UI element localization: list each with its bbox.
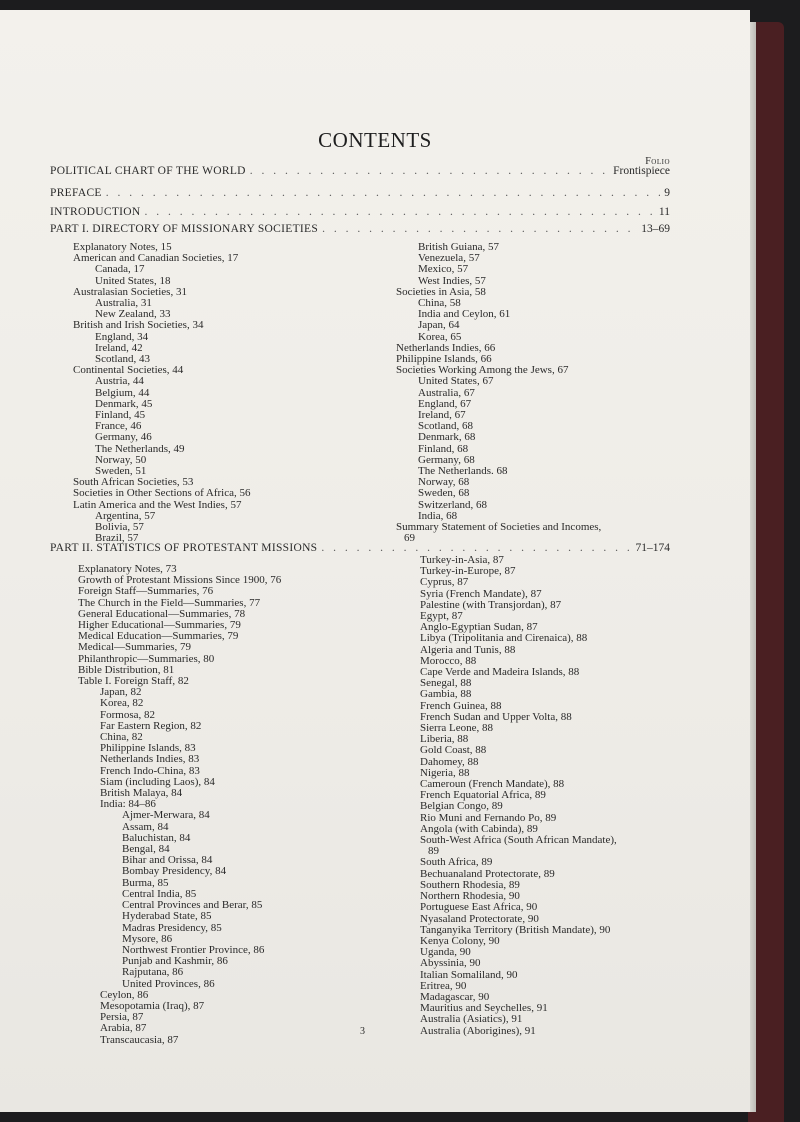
toc-subentry: Liberia, 88 [420, 733, 469, 746]
toc-subentry: Anglo-Egyptian Sudan, 87 [420, 621, 538, 634]
toc-subentry: Morocco, 88 [420, 654, 477, 667]
toc-subentry: Growth of Protestant Missions Since 1900, 76 [78, 574, 282, 587]
toc-subentry: French Indo-China, 83 [100, 764, 200, 777]
toc-subentry: Scotland, 68 [418, 420, 473, 433]
toc-subentry: Latin America and the West Indies, 57 [73, 498, 242, 511]
toc-subentry: New Zealand, 33 [95, 308, 171, 321]
toc-subentry: West Indies, 57 [418, 274, 486, 287]
toc-subentry: British Guiana, 57 [418, 241, 499, 253]
toc-subentry: Australia, 67 [418, 386, 475, 399]
toc-subentry: Netherlands Indies, 83 [100, 753, 200, 766]
toc-subentry: India and Ceylon, 61 [418, 308, 511, 321]
folio-header: Folio [645, 156, 670, 167]
toc-subentry: Medical—Summaries, 79 [78, 641, 192, 654]
toc-subentry: French Guinea, 88 [420, 699, 502, 712]
toc-subentry: General Educational—Summaries, 78 [78, 607, 246, 620]
toc-subentry: Scotland, 43 [95, 353, 150, 366]
toc-subentry: 69 [404, 532, 415, 545]
toc-subentry: British Malaya, 84 [100, 787, 183, 800]
toc-subentry: Northwest Frontier Province, 86 [122, 943, 265, 956]
toc-subentry: Higher Educational—Summaries, 79 [78, 619, 241, 632]
toc-subentry: Finland, 45 [95, 409, 146, 422]
part2-left-column [78, 564, 281, 1046]
toc-subentry: South-West Africa (South African Mandate), [420, 834, 617, 847]
toc-subentry: China, 82 [100, 731, 143, 744]
toc-entry-introduction: INTRODUCTION . . . 11 [50, 206, 670, 218]
toc-subentry: Siam (including Laos), 84 [100, 775, 215, 788]
toc-subentry: Gambia, 88 [420, 688, 472, 701]
toc-subentry: Far Eastern Region, 82 [100, 719, 202, 732]
toc-subentry: Central India, 85 [122, 887, 197, 900]
toc-subentry: Japan, 82 [100, 686, 142, 699]
toc-page: 11 [658, 206, 670, 218]
toc-subentry: Denmark, 45 [95, 397, 153, 410]
toc-entry-political-chart: POLITICAL CHART OF THE WORLD . . . Frontispiece [50, 165, 670, 177]
toc-subentry: Portuguese East Africa, 90 [420, 901, 538, 914]
toc-subentry: Ireland, 67 [418, 409, 466, 422]
toc-subentry: American and Canadian Societies, 17 [73, 252, 239, 265]
toc-subentry: French Sudan and Upper Volta, 88 [420, 710, 572, 723]
toc-subentry: Burma, 85 [122, 876, 169, 889]
toc-subentry: Libya (Tripolitania and Cirenaica), 88 [420, 632, 588, 645]
toc-subentry: The Netherlands, 49 [95, 442, 185, 455]
toc-subentry: Ajmer-Merwara, 84 [122, 809, 210, 822]
toc-subentry: Madagascar, 90 [420, 990, 490, 1003]
toc-subentry: Assam, 84 [122, 820, 169, 833]
toc-subentry: Syria (French Mandate), 87 [420, 587, 542, 600]
toc-subentry: Bombay Presidency, 84 [122, 865, 227, 878]
toc-subentry: Sweden, 51 [95, 465, 147, 478]
leader-dots [322, 223, 637, 235]
toc-subentry: Continental Societies, 44 [73, 364, 184, 377]
toc-subentry: Societies in Other Sections of Africa, 56 [73, 487, 251, 500]
toc-page: 9 [664, 187, 670, 199]
toc-subentry: Italian Somaliland, 90 [420, 968, 518, 981]
toc-subentry: Ceylon, 86 [100, 988, 149, 1001]
toc-subentry: Formosa, 82 [100, 708, 155, 721]
toc-subentry: Eritrea, 90 [420, 979, 467, 992]
toc-subentry: Japan, 64 [418, 319, 460, 332]
toc-subentry: Denmark, 68 [418, 431, 476, 444]
toc-subentry: Bengal, 84 [122, 843, 170, 856]
toc-subentry: Brazil, 57 [95, 532, 139, 545]
toc-subentry: Cyprus, 87 [420, 576, 469, 589]
toc-subentry: England, 67 [418, 397, 472, 410]
toc-subentry: Bolivia, 57 [95, 521, 144, 534]
toc-subentry: Table I. Foreign Staff, 82 [78, 675, 189, 688]
toc-subentry: Palestine (with Transjordan), 87 [420, 598, 562, 611]
toc-subentry: Finland, 68 [418, 442, 469, 455]
toc-subentry: India: 84–86 [100, 798, 156, 811]
toc-subentry: Switzerland, 68 [418, 498, 488, 511]
toc-subentry: Cape Verde and Madeira Islands, 88 [420, 666, 580, 679]
toc-subentry: Tanganyika Territory (British Mandate), 90 [420, 923, 611, 936]
toc-subentry: Senegal, 88 [420, 677, 472, 690]
toc-subentry: Austria, 44 [95, 375, 144, 388]
toc-subentry: United Provinces, 86 [122, 977, 215, 990]
toc-page: 71–174 [635, 542, 670, 554]
leader-dots [321, 542, 631, 554]
toc-subentry: India, 68 [418, 509, 458, 522]
toc-subentry: Gold Coast, 88 [420, 744, 487, 757]
page-title: CONTENTS [318, 128, 432, 152]
toc-subentry: Mexico, 57 [418, 263, 469, 276]
toc-subentry: Egypt, 87 [420, 610, 463, 623]
part1-right-column [396, 242, 601, 544]
toc-subentry: Abyssinia, 90 [420, 957, 481, 970]
toc-subentry: Belgian Congo, 89 [420, 800, 503, 813]
toc-subentry: Netherlands Indies, 66 [396, 341, 496, 354]
toc-subentry: Madras Presidency, 85 [122, 921, 222, 934]
toc-subentry: Societies Working Among the Jews, 67 [396, 364, 569, 377]
toc-subentry: Philanthropic—Summaries, 80 [78, 652, 215, 665]
toc-subentry: Ireland, 42 [95, 341, 143, 354]
toc-subentry: Sweden, 68 [418, 487, 470, 500]
toc-subentry: Turkey-in-Asia, 87 [420, 554, 504, 566]
toc-subentry: Arabia, 87 [100, 1022, 147, 1035]
toc-subentry: England, 34 [95, 330, 149, 343]
toc-subentry: Philippine Islands, 83 [100, 742, 196, 755]
toc-subentry: Australia, 31 [95, 297, 152, 310]
toc-subentry: Turkey-in-Europe, 87 [420, 565, 516, 578]
toc-subentry: Rajputana, 86 [122, 966, 184, 979]
toc-subentry: Societies in Asia, 58 [396, 285, 486, 298]
toc-entry-part-2: PART II. STATISTICS OF PROTESTANT MISSIONS . . . 71–174 [50, 542, 670, 554]
toc-subentry: Australia (Asiatics), 91 [420, 1013, 523, 1026]
toc-subentry: United States, 18 [95, 274, 171, 287]
toc-subentry: Kenya Colony, 90 [420, 934, 500, 947]
toc-subentry: Foreign Staff—Summaries, 76 [78, 585, 214, 598]
toc-subentry: Mesopotamia (Iraq), 87 [100, 999, 205, 1012]
toc-subentry: Southern Rhodesia, 89 [420, 878, 520, 891]
toc-subentry: Germany, 46 [95, 431, 152, 444]
toc-subentry: Korea, 65 [418, 330, 462, 343]
toc-subentry: Nyasaland Protectorate, 90 [420, 912, 539, 925]
toc-subentry: The Netherlands. 68 [418, 465, 508, 478]
toc-subentry: Mysore, 86 [122, 932, 173, 945]
toc-subentry: Bihar and Orissa, 84 [122, 854, 213, 867]
toc-subentry: Bechuanaland Protectorate, 89 [420, 867, 555, 880]
toc-subentry: China, 58 [418, 297, 461, 310]
toc-subentry: Transcaucasia, 87 [100, 1033, 179, 1046]
leader-dots [144, 206, 654, 218]
toc-subentry: 89 [428, 845, 439, 858]
toc-subentry: The Church in the Field—Summaries, 77 [78, 596, 261, 609]
toc-subentry: Belgium, 44 [95, 386, 150, 399]
toc-subentry: Uganda, 90 [420, 946, 471, 959]
part1-left-column [73, 242, 251, 544]
toc-subentry: Korea, 82 [100, 697, 144, 710]
toc-subentry: Rio Muni and Fernando Po, 89 [420, 811, 557, 824]
toc-subentry: Hyderabad State, 85 [122, 910, 212, 923]
toc-entry-part-1: PART I. DIRECTORY OF MISSIONARY SOCIETIES . . . 13–69 [50, 223, 670, 235]
part2-right-column [420, 555, 617, 1037]
toc-page: 13–69 [641, 223, 670, 235]
toc-subentry: Cameroun (French Mandate), 88 [420, 778, 565, 791]
toc-subentry: Summary Statement of Societies and Incomes, [396, 521, 602, 534]
toc-subentry: Explanatory Notes, 73 [78, 563, 177, 575]
toc-subentry: Punjab and Kashmir, 86 [122, 955, 228, 968]
toc-subentry: French Equatorial Africa, 89 [420, 789, 546, 802]
toc-subentry: Norway, 68 [418, 476, 470, 489]
toc-subentry: Northern Rhodesia, 90 [420, 890, 520, 903]
toc-subentry: Australasian Societies, 31 [73, 285, 187, 298]
toc-subentry: British and Irish Societies, 34 [73, 319, 204, 332]
toc-subentry: Philippine Islands, 66 [396, 353, 492, 366]
toc-subentry: Venezuela, 57 [418, 252, 480, 265]
toc-subentry: Canada, 17 [95, 263, 145, 276]
toc-subentry: South Africa, 89 [420, 856, 493, 869]
leader-dots [106, 187, 661, 199]
toc-subentry: South African Societies, 53 [73, 476, 194, 489]
toc-subentry: United States, 67 [418, 375, 494, 388]
toc-subentry: Germany, 68 [418, 453, 475, 466]
toc-subentry: Norway, 50 [95, 453, 147, 466]
toc-subentry: Central Provinces and Berar, 85 [122, 899, 263, 912]
toc-subentry: Sierra Leone, 88 [420, 722, 493, 735]
toc-subentry: Argentina, 57 [95, 509, 156, 522]
leader-dots [250, 165, 609, 177]
toc-subentry: Mauritius and Seychelles, 91 [420, 1002, 548, 1015]
toc-subentry: Bible Distribution, 81 [78, 663, 175, 676]
toc-subentry: Baluchistan, 84 [122, 831, 191, 844]
toc-subentry: Medical Education—Summaries, 79 [78, 630, 239, 643]
toc-subentry: Angola (with Cabinda), 89 [420, 822, 538, 835]
toc-subentry: France, 46 [95, 420, 142, 433]
toc-subentry: Nigeria, 88 [420, 766, 470, 779]
toc-subentry: Australia (Aborigines), 91 [420, 1024, 536, 1037]
toc-subentry: Dahomey, 88 [420, 755, 479, 768]
toc-subentry: Explanatory Notes, 15 [73, 241, 172, 253]
toc-subentry: Algeria and Tunis, 88 [420, 643, 516, 656]
toc-page: Frontispiece [613, 165, 670, 177]
toc-entry-preface: PREFACE . . . 9 [50, 187, 670, 199]
page-number: 3 [360, 1026, 365, 1037]
book-page [0, 10, 750, 1112]
toc-subentry: Persia, 87 [100, 1011, 144, 1024]
